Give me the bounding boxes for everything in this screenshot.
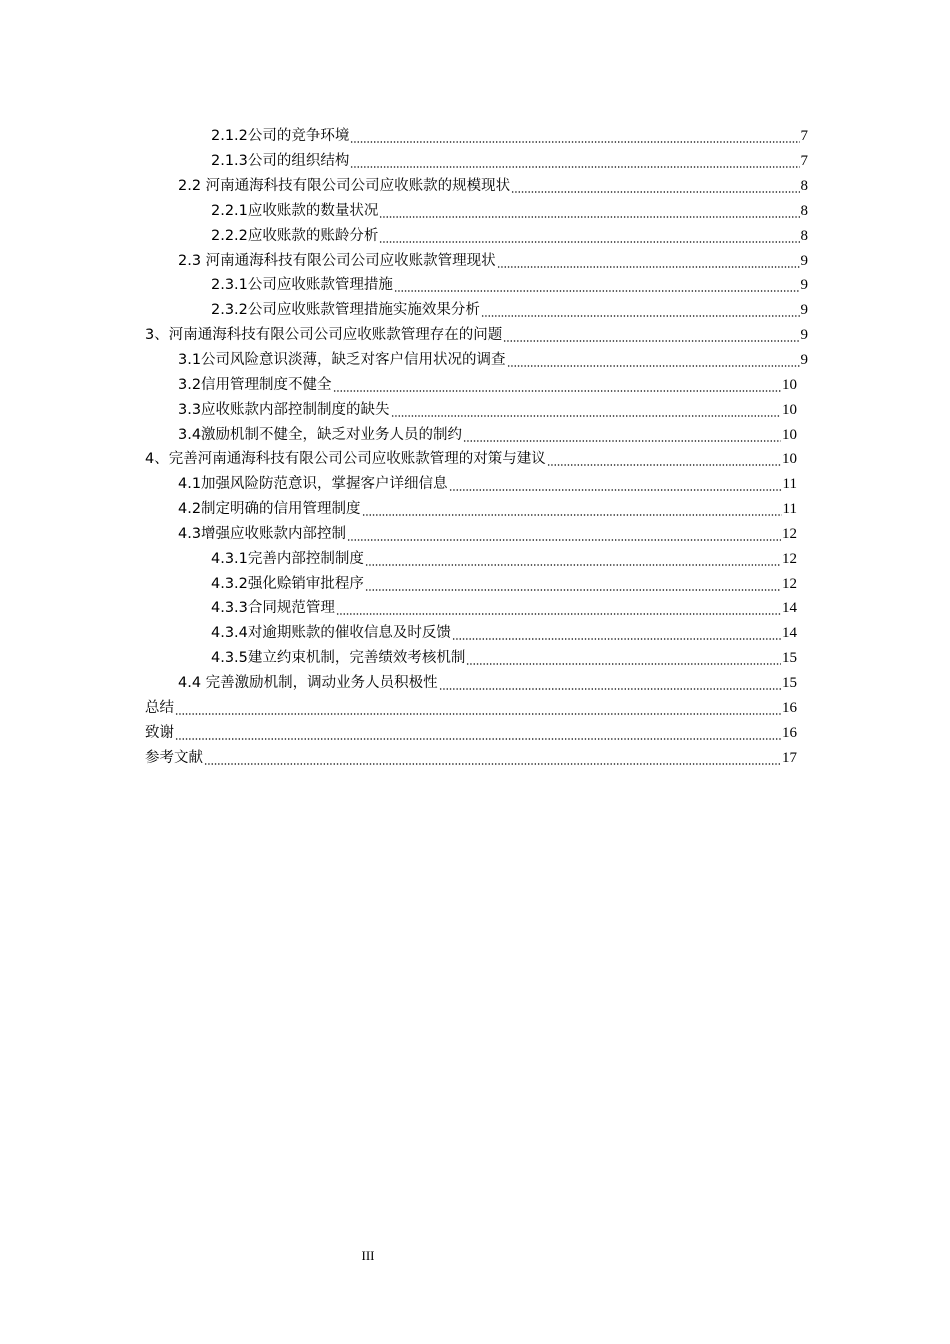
toc-leader-dots (497, 251, 800, 271)
toc-entry-page: 15 (782, 674, 797, 691)
page-number: III (361, 1248, 375, 1263)
toc-entry-title: 4、完善河南通海科技有限公司公司应收账款管理的对策与建议 (145, 451, 546, 468)
toc-entry-page: 9 (800, 252, 808, 269)
toc-entry-title: 4.3.5建立约束机制，完善绩效考核机制 (211, 650, 466, 667)
toc-entry[interactable] (0, 298, 950, 323)
toc-entry-page: 12 (782, 575, 797, 592)
toc-leader-dots (362, 499, 782, 519)
toc-entry-page: 7 (800, 128, 808, 145)
toc-entry[interactable] (0, 422, 950, 447)
toc-entry-title: 3、河南通海科技有限公司公司应收账款管理存在的问题 (145, 327, 503, 344)
toc-entry-page: 7 (800, 153, 808, 170)
toc-entry[interactable] (0, 497, 950, 522)
toc-entry-page: 8 (800, 202, 808, 219)
toc-leader-dots (449, 474, 782, 494)
toc-leader-dots (204, 748, 781, 768)
toc-entry[interactable] (0, 596, 950, 621)
toc-entry[interactable] (0, 248, 950, 273)
toc-leader-dots (507, 350, 800, 370)
toc-entry-title: 2.2.1应收账款的数量状况 (211, 202, 379, 219)
toc-entry-page: 9 (800, 277, 808, 294)
toc-entry-title: 4.3增强应收账款内部控制 (178, 525, 347, 542)
toc-leader-dots (365, 549, 781, 569)
toc-entry-title: 致谢 (145, 724, 174, 741)
toc-entry-page: 14 (782, 600, 797, 617)
toc-leader-dots (481, 300, 800, 320)
toc-entry[interactable] (0, 397, 950, 422)
toc-leader-dots (394, 275, 800, 295)
toc-leader-dots (452, 623, 781, 643)
toc-entry-title: 2.3.2公司应收账款管理措施实施效果分析 (211, 302, 480, 319)
toc-entry-title: 4.3.3合同规范管理 (211, 600, 335, 617)
toc-entry-page: 14 (782, 625, 797, 642)
toc-entry-page: 12 (782, 525, 797, 542)
toc-leader-dots (439, 673, 781, 693)
toc-entry-title: 参考文献 (145, 749, 203, 766)
toc-entry-title: 3.2信用管理制度不健全 (178, 376, 332, 393)
toc-entry-title: 2.3 河南通海科技有限公司公司应收账款管理现状 (178, 252, 496, 269)
toc-entry[interactable] (0, 695, 950, 720)
toc-entry-title: 4.3.1完善内部控制制度 (211, 550, 364, 567)
toc-entry[interactable] (0, 372, 950, 397)
toc-entry-page: 10 (782, 401, 797, 418)
toc-entry[interactable] (0, 745, 950, 770)
toc-leader-dots (379, 226, 799, 246)
toc-leader-dots (463, 425, 781, 445)
toc-entry[interactable] (0, 671, 950, 696)
toc-entry-title: 4.3.4对逾期账款的催收信息及时反馈 (211, 625, 451, 642)
toc-leader-dots (333, 375, 781, 395)
toc-leader-dots (547, 449, 781, 469)
toc-leader-dots (391, 400, 781, 420)
toc-entry-page: 17 (782, 749, 797, 766)
toc-entry-page: 11 (782, 501, 797, 518)
toc-leader-dots (350, 151, 799, 171)
toc-entry-title: 2.2.2应收账款的账龄分析 (211, 227, 379, 244)
toc-entry[interactable] (0, 546, 950, 571)
toc-entry-page: 9 (800, 327, 808, 344)
toc-leader-dots (365, 574, 781, 594)
toc-entry-page: 12 (782, 550, 797, 567)
toc-leader-dots (379, 201, 799, 221)
toc-entry[interactable] (0, 223, 950, 248)
toc-entry[interactable] (0, 124, 950, 149)
toc-entry-title: 4.3.2强化赊销审批程序 (211, 575, 364, 592)
toc-leader-dots (511, 176, 799, 196)
toc-entry-page: 16 (782, 699, 797, 716)
toc-entry-page: 15 (782, 650, 797, 667)
toc-entry-title: 2.2 河南通海科技有限公司公司应收账款的规模现状 (178, 178, 511, 195)
toc-entry-title: 4.1加强风险防范意识，掌握客户详细信息 (178, 476, 448, 493)
toc-entry[interactable] (0, 149, 950, 174)
toc-entry[interactable] (0, 348, 950, 373)
toc-entry-title: 2.1.3公司的组织结构 (211, 153, 350, 170)
toc-entry-title: 4.4 完善激励机制，调动业务人员积极性 (178, 674, 438, 691)
toc-entry-page: 16 (782, 724, 797, 741)
toc-leader-dots (503, 325, 799, 345)
toc-entry[interactable] (0, 646, 950, 671)
toc-entry[interactable] (0, 199, 950, 224)
toc-leader-dots (347, 524, 781, 544)
toc-entry-title: 2.3.1公司应收账款管理措施 (211, 277, 393, 294)
toc-entry[interactable] (0, 323, 950, 348)
toc-entry-page: 9 (800, 352, 808, 369)
toc-entry-page: 11 (782, 476, 797, 493)
toc-entry-title: 总结 (145, 699, 174, 716)
toc-entry[interactable] (0, 472, 950, 497)
toc-leader-dots (175, 698, 781, 718)
toc-leader-dots (175, 723, 781, 743)
toc-entry-title: 4.2制定明确的信用管理制度 (178, 501, 361, 518)
toc-entry[interactable] (0, 273, 950, 298)
toc-leader-dots (350, 126, 799, 146)
toc-entry[interactable] (0, 174, 950, 199)
toc-entry-page: 10 (782, 376, 797, 393)
toc-leader-dots (466, 648, 781, 668)
toc-entry-title: 3.4激励机制不健全，缺乏对业务人员的制约 (178, 426, 463, 443)
toc-entry-title: 3.3应收账款内部控制制度的缺失 (178, 401, 390, 418)
toc-entry-page: 10 (782, 451, 797, 468)
toc-leader-dots (336, 598, 781, 618)
toc-entry[interactable] (0, 522, 950, 547)
table-of-contents (0, 124, 950, 770)
toc-entry[interactable] (0, 571, 950, 596)
toc-entry-title: 3.1公司风险意识淡薄，缺乏对客户信用状况的调查 (178, 352, 506, 369)
toc-entry-page: 8 (800, 227, 808, 244)
toc-entry[interactable] (0, 447, 950, 472)
toc-entry-page: 9 (800, 302, 808, 319)
toc-entry-title: 2.1.2公司的竞争环境 (211, 128, 350, 145)
toc-entry-page: 8 (800, 178, 808, 195)
toc-entry[interactable] (0, 720, 950, 745)
toc-entry[interactable] (0, 621, 950, 646)
toc-entry-page: 10 (782, 426, 797, 443)
